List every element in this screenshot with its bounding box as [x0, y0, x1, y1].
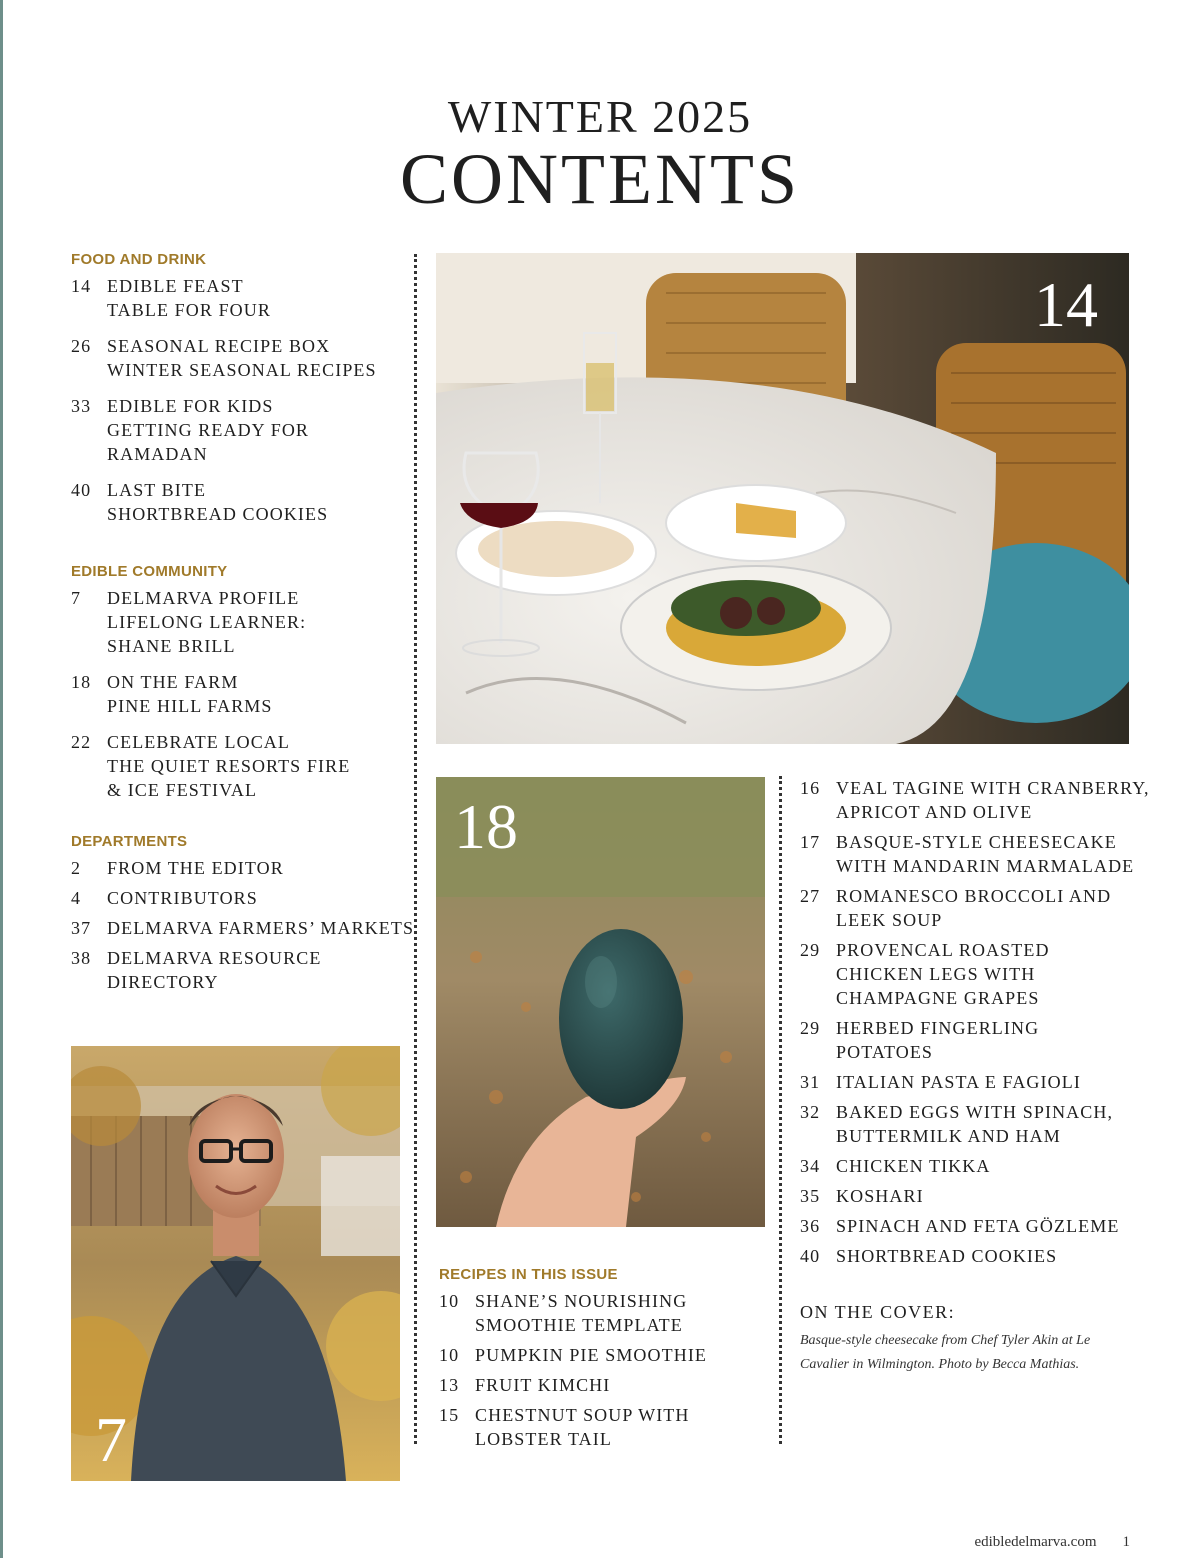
- toc-title-line: EDIBLE FEAST: [107, 276, 244, 296]
- toc-entry[interactable]: [71, 946, 411, 994]
- section-food-and-drink: [71, 251, 411, 538]
- page-number: 1: [1122, 1534, 1130, 1550]
- toc-page-number: 38: [71, 948, 92, 968]
- toc-title: [107, 856, 411, 880]
- toc-title: [107, 946, 411, 994]
- toc-page-number: 16: [800, 778, 821, 798]
- column-divider-left: [414, 254, 417, 1444]
- toc-title-line: LEEK SOUP: [836, 910, 943, 930]
- section-departments: [71, 833, 415, 1000]
- toc-entry[interactable]: [800, 938, 1160, 1010]
- toc-page-number: 10: [439, 1291, 460, 1311]
- toc-page-number: 14: [71, 276, 92, 296]
- toc-entry[interactable]: [800, 1214, 1160, 1238]
- toc-title-line: BASQUE-STYLE CHEESECAKE: [836, 832, 1117, 852]
- toc-title-line: ITALIAN PASTA E FAGIOLI: [836, 1072, 1081, 1092]
- toc-title-line: CONTRIBUTORS: [107, 888, 258, 908]
- page-footer: [900, 1534, 1130, 1551]
- toc-title-line: FROM THE EDITOR: [107, 858, 284, 878]
- toc-title-line: LIFELONG LEARNER:: [107, 612, 307, 632]
- toc-entry[interactable]: [800, 1154, 1160, 1178]
- toc-title-line: DIRECTORY: [107, 972, 219, 992]
- toc-title-line: CELEBRATE LOCAL: [107, 732, 290, 752]
- toc-entry[interactable]: [71, 586, 411, 658]
- toc-title-line: WITH MANDARIN MARMALADE: [836, 856, 1135, 876]
- toc-title-line: BUTTERMILK AND HAM: [836, 1126, 1061, 1146]
- section-heading: DEPARTMENTS: [71, 833, 188, 850]
- toc-list: [71, 586, 411, 802]
- toc-page-number: 29: [800, 1018, 821, 1038]
- toc-page-number: 32: [800, 1102, 821, 1122]
- cover-description: Basque-style cheesecake from Chef Tyler Akin at Le Cavalier in Wilmington. Photo by Becca Mathias.: [800, 1333, 1091, 1372]
- toc-page-number: 33: [71, 396, 92, 416]
- toc-title-line: CHICKEN LEGS WITH: [836, 964, 1036, 984]
- toc-title-line: ROMANESCO BROCCOLI AND: [836, 886, 1112, 906]
- toc-entry[interactable]: [71, 730, 411, 802]
- toc-title-line: KOSHARI: [836, 1186, 924, 1206]
- toc-list: [71, 274, 411, 526]
- toc-title: [836, 1016, 1160, 1064]
- toc-title-line: THE QUIET RESORTS FIRE: [107, 756, 351, 776]
- toc-page-number: 26: [71, 336, 92, 356]
- toc-page-number: 29: [800, 940, 821, 960]
- toc-title-line: SMOOTHIE TEMPLATE: [475, 1315, 683, 1335]
- toc-entry[interactable]: [800, 1016, 1160, 1064]
- toc-title: [107, 670, 411, 718]
- toc-title: [836, 1070, 1160, 1094]
- toc-title: [836, 830, 1160, 878]
- toc-title-line: SHORTBREAD COOKIES: [107, 504, 329, 524]
- toc-page-number: 2: [71, 858, 82, 878]
- toc-title: [475, 1289, 779, 1337]
- egg-photo: [436, 777, 765, 1227]
- toc-title-line: DELMARVA PROFILE: [107, 588, 300, 608]
- toc-title: [107, 478, 411, 526]
- toc-entry[interactable]: [71, 886, 411, 910]
- photo-page-number: 7: [95, 1404, 127, 1475]
- toc-title-line: LOBSTER TAIL: [475, 1429, 612, 1449]
- toc-entry[interactable]: [800, 830, 1160, 878]
- toc-entry[interactable]: [439, 1403, 779, 1451]
- toc-title: [107, 334, 411, 382]
- cover-credit: [800, 1302, 1140, 1377]
- toc-page-number: 40: [71, 480, 92, 500]
- toc-title-line: RAMADAN: [107, 444, 208, 464]
- toc-list: [71, 856, 415, 994]
- portrait-photo: [71, 1046, 400, 1481]
- toc-title-line: POTATOES: [836, 1042, 934, 1062]
- toc-page-number: 17: [800, 832, 821, 852]
- toc-title: [836, 1184, 1160, 1208]
- toc-page-number: 36: [800, 1216, 821, 1236]
- toc-page-number: 18: [71, 672, 92, 692]
- toc-page-number: 15: [439, 1405, 460, 1425]
- section-heading: FOOD AND DRINK: [71, 251, 207, 268]
- toc-title-line: DELMARVA RESOURCE: [107, 948, 322, 968]
- cover-heading: ON THE COVER:: [800, 1302, 956, 1322]
- toc-entry[interactable]: [439, 1373, 779, 1397]
- toc-page-number: 22: [71, 732, 92, 752]
- issue-label: WINTER 2025: [447, 91, 753, 142]
- toc-title-line: SHANE BRILL: [107, 636, 236, 656]
- toc-entry[interactable]: [800, 884, 1160, 932]
- toc-entry[interactable]: [439, 1343, 779, 1367]
- toc-title-line: GETTING READY FOR: [107, 420, 310, 440]
- toc-title-line: WINTER SEASONAL RECIPES: [107, 360, 377, 380]
- toc-entry[interactable]: [71, 394, 411, 466]
- toc-title-line: EDIBLE FOR KIDS: [107, 396, 274, 416]
- page-edge-rule: [0, 0, 3, 1558]
- toc-page-number: 35: [800, 1186, 821, 1206]
- section-recipes-continued: [800, 776, 1160, 1274]
- toc-title: [836, 938, 1160, 1010]
- feast-table-photo: [436, 253, 1129, 744]
- toc-title-line: HERBED FINGERLING: [836, 1018, 1040, 1038]
- section-heading: EDIBLE COMMUNITY: [71, 563, 228, 580]
- toc-entry[interactable]: [800, 1100, 1160, 1148]
- toc-title-line: APRICOT AND OLIVE: [836, 802, 1033, 822]
- toc-entry[interactable]: [800, 1244, 1160, 1268]
- toc-title-line: VEAL TAGINE WITH CRANBERRY,: [836, 778, 1150, 798]
- toc-list: [439, 1289, 779, 1451]
- toc-entry[interactable]: [71, 670, 411, 718]
- column-divider-right: [779, 776, 782, 1444]
- toc-title-line: & ICE FESTIVAL: [107, 780, 258, 800]
- toc-title: [475, 1343, 779, 1367]
- toc-entry[interactable]: [71, 856, 411, 880]
- toc-entry[interactable]: [439, 1289, 779, 1337]
- masthead: [0, 92, 1200, 218]
- toc-title-line: BAKED EGGS WITH SPINACH,: [836, 1102, 1114, 1122]
- toc-page-number: 40: [800, 1246, 821, 1266]
- toc-entry[interactable]: [800, 1184, 1160, 1208]
- toc-page-number: 4: [71, 888, 82, 908]
- toc-title: [107, 886, 411, 910]
- page-title: CONTENTS: [400, 139, 800, 219]
- toc-title-line: SEASONAL RECIPE BOX: [107, 336, 331, 356]
- toc-title: [475, 1403, 779, 1451]
- toc-title-line: DELMARVA FARMERS’ MARKETS: [107, 918, 415, 938]
- toc-page-number: 10: [439, 1345, 460, 1365]
- toc-entry[interactable]: [800, 776, 1160, 824]
- toc-entry[interactable]: [800, 1070, 1160, 1094]
- toc-title-line: CHESTNUT SOUP WITH: [475, 1405, 690, 1425]
- toc-title: [107, 274, 411, 322]
- toc-page-number: 13: [439, 1375, 460, 1395]
- toc-title-line: CHAMPAGNE GRAPES: [836, 988, 1040, 1008]
- toc-page-number: 34: [800, 1156, 821, 1176]
- toc-title-line: PINE HILL FARMS: [107, 696, 273, 716]
- toc-page-number: 31: [800, 1072, 821, 1092]
- toc-title-line: ON THE FARM: [107, 672, 239, 692]
- toc-title-line: SHORTBREAD COOKIES: [836, 1246, 1058, 1266]
- toc-entry[interactable]: [71, 478, 411, 526]
- toc-title: [475, 1373, 779, 1397]
- photo-page-number: 18: [454, 791, 518, 862]
- toc-title: [836, 1154, 1160, 1178]
- toc-title-line: LAST BITE: [107, 480, 207, 500]
- toc-page-number: 7: [71, 588, 82, 608]
- toc-title: [836, 1214, 1160, 1238]
- toc-entry[interactable]: [71, 274, 411, 322]
- toc-title-line: FRUIT KIMCHI: [475, 1375, 611, 1395]
- section-heading: RECIPES IN THIS ISSUE: [439, 1266, 618, 1283]
- toc-title: [836, 1100, 1160, 1148]
- toc-page-number: 37: [71, 918, 92, 938]
- toc-title-line: SPINACH AND FETA GÖZLEME: [836, 1216, 1120, 1236]
- toc-title-line: PUMPKIN PIE SMOOTHIE: [475, 1345, 708, 1365]
- toc-title: [107, 394, 411, 466]
- toc-title-line: CHICKEN TIKKA: [836, 1156, 991, 1176]
- toc-title-line: SHANE’S NOURISHING: [475, 1291, 688, 1311]
- toc-title: [836, 776, 1160, 824]
- section-recipes: [439, 1266, 779, 1457]
- toc-title-line: TABLE FOR FOUR: [107, 300, 271, 320]
- toc-title: [107, 916, 414, 940]
- section-edible-community: [71, 563, 411, 814]
- toc-title: [107, 730, 411, 802]
- table-image: [436, 253, 1129, 744]
- toc-entry[interactable]: [71, 334, 411, 382]
- photo-page-number: 14: [1034, 269, 1098, 340]
- toc-title: [836, 884, 1160, 932]
- toc-title-line: PROVENCAL ROASTED: [836, 940, 1050, 960]
- toc-page-number: 27: [800, 886, 821, 906]
- toc-entry[interactable]: [71, 916, 415, 940]
- toc-list: [800, 776, 1160, 1268]
- toc-title: [836, 1244, 1160, 1268]
- website-url: edibledelmarva.com: [974, 1534, 1097, 1550]
- toc-title: [107, 586, 411, 658]
